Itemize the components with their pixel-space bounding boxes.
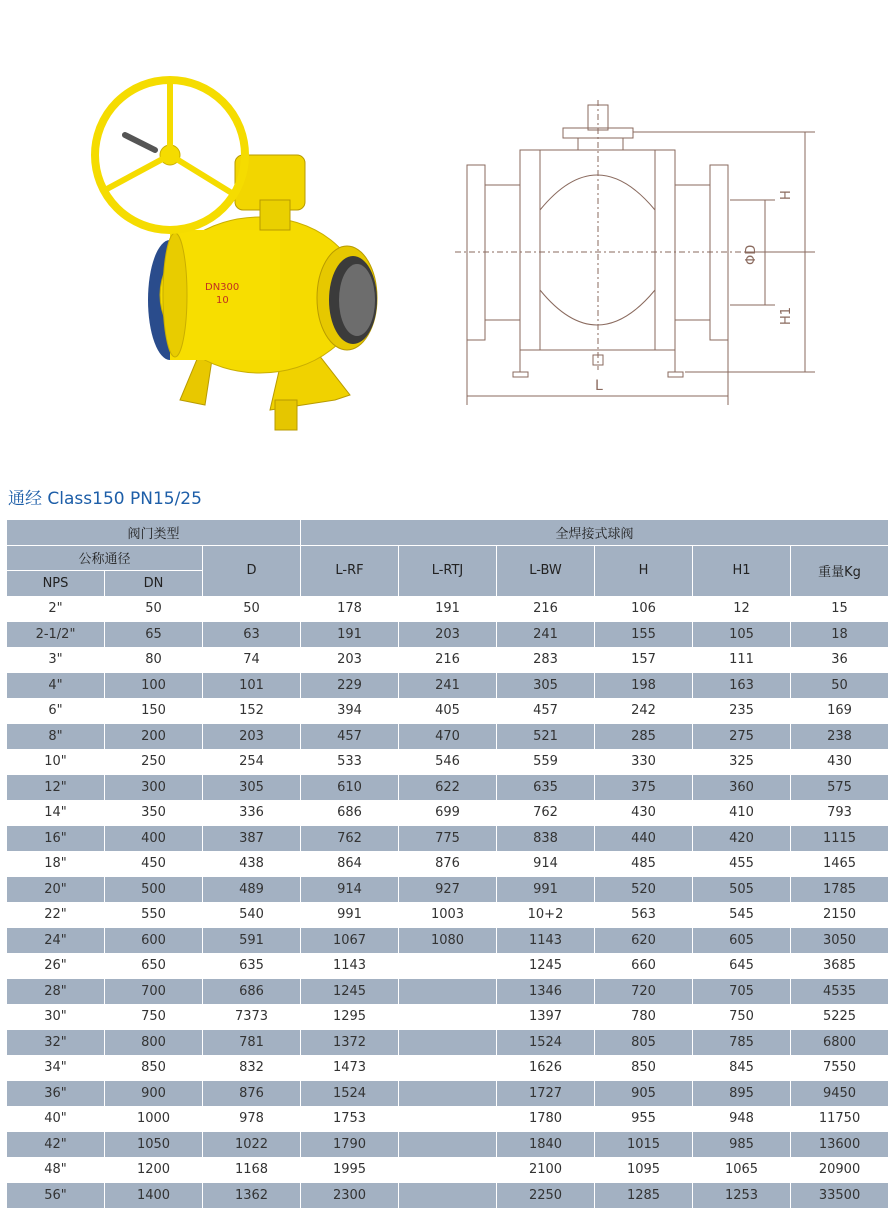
- cell-h1: 163: [693, 673, 791, 699]
- cell-nps: 6": [7, 698, 105, 724]
- table-row: [7, 724, 889, 750]
- cell-l-rf: 1753: [301, 1106, 399, 1132]
- cell-dn: 1000: [105, 1106, 203, 1132]
- cell-weight: 169: [791, 698, 889, 724]
- cell-l-rtj: 405: [399, 698, 497, 724]
- cell-d: 305: [203, 775, 301, 801]
- cell-dn: 1200: [105, 1157, 203, 1183]
- header-weight: 重量Kg: [791, 545, 889, 596]
- header-l-bw: L-BW: [497, 545, 595, 596]
- header-row-2: [7, 545, 889, 571]
- cell-h: 330: [595, 749, 693, 775]
- table-row: [7, 749, 889, 775]
- cell-l-rf: 762: [301, 826, 399, 852]
- cell-l-bw: 762: [497, 800, 595, 826]
- cell-l-rtj: 622: [399, 775, 497, 801]
- cell-l-bw: 283: [497, 647, 595, 673]
- cell-d: 254: [203, 749, 301, 775]
- cell-h: 430: [595, 800, 693, 826]
- cell-nps: 10": [7, 749, 105, 775]
- cell-h: 375: [595, 775, 693, 801]
- drawing-label-l: L: [595, 378, 603, 394]
- cell-l-rf: 864: [301, 851, 399, 877]
- table-row: [7, 596, 889, 622]
- valve-photo: [85, 70, 385, 440]
- cell-l-bw: 216: [497, 596, 595, 622]
- cell-h1: 111: [693, 647, 791, 673]
- table-row: [7, 622, 889, 648]
- cell-nps: 34": [7, 1055, 105, 1081]
- cell-l-rf: 991: [301, 902, 399, 928]
- cell-d: 635: [203, 953, 301, 979]
- cell-h1: 360: [693, 775, 791, 801]
- dimension-drawing: [445, 100, 845, 410]
- cell-l-rtj: 216: [399, 647, 497, 673]
- cell-l-rf: 178: [301, 596, 399, 622]
- table-row: [7, 1132, 889, 1158]
- cell-dn: 650: [105, 953, 203, 979]
- cell-d: 876: [203, 1081, 301, 1107]
- cell-dn: 200: [105, 724, 203, 750]
- cell-l-rf: 686: [301, 800, 399, 826]
- cell-nps: 26": [7, 953, 105, 979]
- cell-h: 955: [595, 1106, 693, 1132]
- cell-d: 591: [203, 928, 301, 954]
- cell-l-rf: 394: [301, 698, 399, 724]
- cell-h: 285: [595, 724, 693, 750]
- cell-l-rf: 1372: [301, 1030, 399, 1056]
- cell-h1: 455: [693, 851, 791, 877]
- cell-l-rf: 1143: [301, 953, 399, 979]
- cell-h1: 505: [693, 877, 791, 903]
- cell-h: 620: [595, 928, 693, 954]
- cell-h1: 1065: [693, 1157, 791, 1183]
- cell-nps: 40": [7, 1106, 105, 1132]
- table-row: [7, 877, 889, 903]
- cell-h1: 545: [693, 902, 791, 928]
- cell-nps: 12": [7, 775, 105, 801]
- cell-l-bw: 241: [497, 622, 595, 648]
- cell-weight: 4535: [791, 979, 889, 1005]
- cell-h1: 105: [693, 622, 791, 648]
- cell-l-rtj: [399, 1055, 497, 1081]
- table-row: [7, 1030, 889, 1056]
- cell-weight: 13600: [791, 1132, 889, 1158]
- cell-l-rf: 533: [301, 749, 399, 775]
- header-l-rtj: L-RTJ: [399, 545, 497, 596]
- cell-l-rf: 457: [301, 724, 399, 750]
- table-row: [7, 1004, 889, 1030]
- cell-h: 157: [595, 647, 693, 673]
- cell-nps: 48": [7, 1157, 105, 1183]
- cell-weight: 33500: [791, 1183, 889, 1209]
- cell-h: 1015: [595, 1132, 693, 1158]
- cell-l-rtj: 927: [399, 877, 497, 903]
- cell-dn: 150: [105, 698, 203, 724]
- cell-h: 520: [595, 877, 693, 903]
- header-product-type: 全焊接式球阀: [301, 520, 889, 546]
- cell-h1: 325: [693, 749, 791, 775]
- cell-d: 203: [203, 724, 301, 750]
- cell-nps: 2-1/2": [7, 622, 105, 648]
- cell-h: 485: [595, 851, 693, 877]
- header-nps: NPS: [7, 571, 105, 597]
- cell-nps: 16": [7, 826, 105, 852]
- cell-l-bw: 1727: [497, 1081, 595, 1107]
- cell-dn: 80: [105, 647, 203, 673]
- cell-h1: 948: [693, 1106, 791, 1132]
- cell-d: 438: [203, 851, 301, 877]
- cell-nps: 24": [7, 928, 105, 954]
- cell-weight: 9450: [791, 1081, 889, 1107]
- cell-l-rf: 2300: [301, 1183, 399, 1209]
- cell-dn: 300: [105, 775, 203, 801]
- cell-h: 850: [595, 1055, 693, 1081]
- table-row: [7, 1157, 889, 1183]
- cell-weight: 7550: [791, 1055, 889, 1081]
- cell-dn: 700: [105, 979, 203, 1005]
- header-dn: DN: [105, 571, 203, 597]
- cell-nps: 28": [7, 979, 105, 1005]
- cell-nps: 20": [7, 877, 105, 903]
- drawing-label-h: H: [779, 190, 794, 200]
- cell-h1: 410: [693, 800, 791, 826]
- cell-l-bw: 10+2: [497, 902, 595, 928]
- cell-dn: 800: [105, 1030, 203, 1056]
- cell-l-bw: 1780: [497, 1106, 595, 1132]
- cell-weight: 5225: [791, 1004, 889, 1030]
- cell-weight: 793: [791, 800, 889, 826]
- header-h1: H1: [693, 545, 791, 596]
- cell-weight: 1115: [791, 826, 889, 852]
- cell-l-rf: 1790: [301, 1132, 399, 1158]
- table-row: [7, 928, 889, 954]
- cell-weight: 11750: [791, 1106, 889, 1132]
- cell-dn: 65: [105, 622, 203, 648]
- table-row: [7, 979, 889, 1005]
- cell-l-bw: 2250: [497, 1183, 595, 1209]
- cell-d: 781: [203, 1030, 301, 1056]
- cell-d: 63: [203, 622, 301, 648]
- cell-l-bw: 457: [497, 698, 595, 724]
- cell-d: 50: [203, 596, 301, 622]
- cell-nps: 42": [7, 1132, 105, 1158]
- cell-d: 1362: [203, 1183, 301, 1209]
- cell-l-rtj: 876: [399, 851, 497, 877]
- cell-h1: 985: [693, 1132, 791, 1158]
- cell-l-bw: 838: [497, 826, 595, 852]
- cell-l-bw: 2100: [497, 1157, 595, 1183]
- cell-d: 832: [203, 1055, 301, 1081]
- cell-l-rf: 914: [301, 877, 399, 903]
- cell-h1: 275: [693, 724, 791, 750]
- cell-dn: 1050: [105, 1132, 203, 1158]
- cell-l-bw: 1397: [497, 1004, 595, 1030]
- cell-l-rtj: [399, 1004, 497, 1030]
- cell-l-bw: 305: [497, 673, 595, 699]
- cell-h1: 420: [693, 826, 791, 852]
- table-row: [7, 800, 889, 826]
- header-l-rf: L-RF: [301, 545, 399, 596]
- cell-h: 780: [595, 1004, 693, 1030]
- cell-dn: 600: [105, 928, 203, 954]
- header-row-1: [7, 520, 889, 546]
- cell-nps: 18": [7, 851, 105, 877]
- cell-h: 660: [595, 953, 693, 979]
- cell-h1: 605: [693, 928, 791, 954]
- cell-l-rf: 610: [301, 775, 399, 801]
- cell-d: 1168: [203, 1157, 301, 1183]
- cell-d: 540: [203, 902, 301, 928]
- cell-l-bw: 635: [497, 775, 595, 801]
- cell-h: 440: [595, 826, 693, 852]
- cell-l-rtj: 470: [399, 724, 497, 750]
- cell-h: 905: [595, 1081, 693, 1107]
- cell-nps: 22": [7, 902, 105, 928]
- cell-weight: 430: [791, 749, 889, 775]
- table-row: [7, 698, 889, 724]
- cell-nps: 36": [7, 1081, 105, 1107]
- cell-l-rtj: [399, 979, 497, 1005]
- table-row: [7, 851, 889, 877]
- header-d: D: [203, 545, 301, 596]
- cell-nps: 56": [7, 1183, 105, 1209]
- cell-d: 74: [203, 647, 301, 673]
- cell-h1: 235: [693, 698, 791, 724]
- cell-dn: 750: [105, 1004, 203, 1030]
- cell-l-bw: 1245: [497, 953, 595, 979]
- cell-weight: 3050: [791, 928, 889, 954]
- cell-l-rtj: 1080: [399, 928, 497, 954]
- cell-h: 198: [595, 673, 693, 699]
- cell-weight: 6800: [791, 1030, 889, 1056]
- cell-weight: 238: [791, 724, 889, 750]
- table-row: [7, 953, 889, 979]
- cell-dn: 900: [105, 1081, 203, 1107]
- cell-weight: 2150: [791, 902, 889, 928]
- cell-weight: 18: [791, 622, 889, 648]
- table-row: [7, 902, 889, 928]
- cell-d: 978: [203, 1106, 301, 1132]
- cell-l-bw: 1626: [497, 1055, 595, 1081]
- cell-weight: 1785: [791, 877, 889, 903]
- cell-dn: 100: [105, 673, 203, 699]
- cell-l-rf: 203: [301, 647, 399, 673]
- cell-dn: 550: [105, 902, 203, 928]
- cell-l-rf: 1295: [301, 1004, 399, 1030]
- cell-h: 242: [595, 698, 693, 724]
- cell-l-rf: 1995: [301, 1157, 399, 1183]
- cell-h: 1095: [595, 1157, 693, 1183]
- cell-h: 805: [595, 1030, 693, 1056]
- table-row: [7, 1081, 889, 1107]
- cell-h: 720: [595, 979, 693, 1005]
- cell-l-rtj: 203: [399, 622, 497, 648]
- cell-l-rtj: [399, 1183, 497, 1209]
- cell-weight: 50: [791, 673, 889, 699]
- cell-h1: 1253: [693, 1183, 791, 1209]
- cell-l-rtj: 546: [399, 749, 497, 775]
- cell-l-bw: 1143: [497, 928, 595, 954]
- cell-h1: 785: [693, 1030, 791, 1056]
- cell-h1: 645: [693, 953, 791, 979]
- drawing-label-h1: H1: [779, 306, 794, 325]
- cell-dn: 350: [105, 800, 203, 826]
- cell-l-bw: 991: [497, 877, 595, 903]
- cell-weight: 20900: [791, 1157, 889, 1183]
- product-label-line2: 10: [216, 295, 229, 306]
- cell-l-rtj: [399, 1081, 497, 1107]
- spec-table: [6, 519, 889, 1209]
- header-nominal-size: 公称通径: [7, 545, 203, 571]
- cell-l-rf: 1524: [301, 1081, 399, 1107]
- cell-nps: 30": [7, 1004, 105, 1030]
- cell-l-bw: 1524: [497, 1030, 595, 1056]
- table-row: [7, 673, 889, 699]
- cell-l-rf: 191: [301, 622, 399, 648]
- table-row: [7, 1106, 889, 1132]
- cell-d: 152: [203, 698, 301, 724]
- cell-l-bw: 559: [497, 749, 595, 775]
- cell-l-rf: 1067: [301, 928, 399, 954]
- cell-d: 1022: [203, 1132, 301, 1158]
- cell-l-rtj: 241: [399, 673, 497, 699]
- cell-l-bw: 1346: [497, 979, 595, 1005]
- cell-dn: 250: [105, 749, 203, 775]
- cell-l-rtj: [399, 1132, 497, 1158]
- cell-nps: 2": [7, 596, 105, 622]
- table-row: [7, 647, 889, 673]
- cell-weight: 575: [791, 775, 889, 801]
- cell-nps: 32": [7, 1030, 105, 1056]
- cell-d: 336: [203, 800, 301, 826]
- header-valve-type: 阀门类型: [7, 520, 301, 546]
- cell-h1: 845: [693, 1055, 791, 1081]
- cell-d: 7373: [203, 1004, 301, 1030]
- cell-weight: 3685: [791, 953, 889, 979]
- cell-l-rtj: 191: [399, 596, 497, 622]
- drawing-label-d: ΦD: [744, 244, 759, 265]
- cell-nps: 14": [7, 800, 105, 826]
- cell-l-rtj: [399, 1157, 497, 1183]
- cell-l-rtj: 1003: [399, 902, 497, 928]
- cell-h1: 750: [693, 1004, 791, 1030]
- cell-d: 101: [203, 673, 301, 699]
- cell-d: 387: [203, 826, 301, 852]
- cell-dn: 450: [105, 851, 203, 877]
- cell-h: 106: [595, 596, 693, 622]
- cell-h1: 895: [693, 1081, 791, 1107]
- cell-l-rtj: [399, 1106, 497, 1132]
- header-h: H: [595, 545, 693, 596]
- cell-weight: 1465: [791, 851, 889, 877]
- cell-nps: 8": [7, 724, 105, 750]
- cell-weight: 36: [791, 647, 889, 673]
- cell-l-bw: 521: [497, 724, 595, 750]
- cell-dn: 50: [105, 596, 203, 622]
- cell-l-rf: 1473: [301, 1055, 399, 1081]
- cell-h1: 12: [693, 596, 791, 622]
- cell-l-rf: 229: [301, 673, 399, 699]
- cell-dn: 500: [105, 877, 203, 903]
- cell-d: 686: [203, 979, 301, 1005]
- cell-h: 563: [595, 902, 693, 928]
- cell-weight: 15: [791, 596, 889, 622]
- cell-l-rf: 1245: [301, 979, 399, 1005]
- table-row: [7, 826, 889, 852]
- cell-dn: 400: [105, 826, 203, 852]
- cell-l-rtj: [399, 953, 497, 979]
- cell-l-rtj: 699: [399, 800, 497, 826]
- cell-nps: 4": [7, 673, 105, 699]
- cell-h: 155: [595, 622, 693, 648]
- cell-dn: 850: [105, 1055, 203, 1081]
- cell-d: 489: [203, 877, 301, 903]
- cell-dn: 1400: [105, 1183, 203, 1209]
- cell-l-bw: 914: [497, 851, 595, 877]
- table-row: [7, 775, 889, 801]
- table-row: [7, 1183, 889, 1209]
- cell-h: 1285: [595, 1183, 693, 1209]
- cell-h1: 705: [693, 979, 791, 1005]
- table-row: [7, 1055, 889, 1081]
- cell-l-rtj: [399, 1030, 497, 1056]
- cell-l-bw: 1840: [497, 1132, 595, 1158]
- cell-nps: 3": [7, 647, 105, 673]
- section-title: 通经 Class150 PN15/25: [8, 489, 202, 509]
- cell-l-rtj: 775: [399, 826, 497, 852]
- product-label-line1: DN300: [205, 282, 240, 293]
